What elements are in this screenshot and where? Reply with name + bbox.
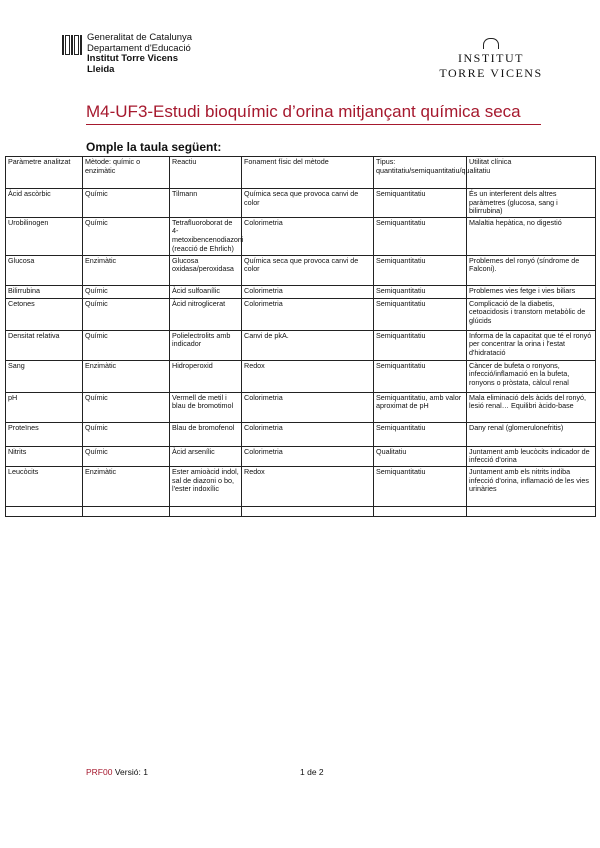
footer-code <box>86 767 148 777</box>
cell: Semiquantitatiu <box>374 422 467 446</box>
table-row <box>6 330 596 360</box>
cell: Problemes del ronyó (síndrome de Falconi). <box>467 255 596 285</box>
cell: Químic <box>83 189 170 218</box>
cell: Leucòcits <box>6 466 83 506</box>
cell: Semiquantitatiu <box>374 330 467 360</box>
cell: Colorimetria <box>242 422 374 446</box>
cell: Bilirrubina <box>6 285 83 298</box>
cell: Proteïnes <box>6 422 83 446</box>
table-row <box>6 217 596 255</box>
cell <box>170 506 242 516</box>
cell: Tilmann <box>170 189 242 218</box>
gen-line-1: Generalitat de Catalunya <box>87 32 193 43</box>
cell: Sang <box>6 360 83 392</box>
page-number: 1 de 2 <box>300 767 324 777</box>
table-row <box>6 506 596 516</box>
school-emblem-icon <box>483 38 499 49</box>
cell: Redox <box>242 360 374 392</box>
cell: Complicació de la diabetis, cetoacidosis i transtorn metabòlic de glúcids <box>467 298 596 330</box>
cell: Semiquantitatiu <box>374 217 467 255</box>
table-row <box>6 422 596 446</box>
gen-line-3: Institut Torre Vicens <box>87 53 178 64</box>
document-code: PRF00 <box>86 767 113 777</box>
generalitat-logo <box>62 33 192 75</box>
document-version: Versió: 1 <box>114 767 148 777</box>
cell: Semiquantitatiu <box>374 285 467 298</box>
table-row <box>6 285 596 298</box>
cell: Malaltia hepàtica, no digestió <box>467 217 596 255</box>
cell: Dany renal (glomerulonefritis) <box>467 422 596 446</box>
cell: Àcid sulfoanílic <box>170 285 242 298</box>
cell: Àcid ascòrbic <box>6 189 83 218</box>
table-row <box>6 360 596 392</box>
cell: Químic <box>83 392 170 422</box>
generalitat-emblem-icon <box>62 35 82 55</box>
cell: Glucosa oxidasa/peroxidasa <box>170 255 242 285</box>
header-metode: Mètode: químic o enzimàtic <box>83 157 170 189</box>
cell: Colorimetria <box>242 285 374 298</box>
header-reactiu: Reactiu <box>170 157 242 189</box>
cell: Àcid arsenílic <box>170 446 242 466</box>
institut-torre-vicens-logo <box>436 38 546 81</box>
cell: Mala eliminació dels àcids del ronyó, lesió renal… Equilibri àcido-base <box>467 392 596 422</box>
title-divider <box>86 124 541 125</box>
cell: Colorimetria <box>242 392 374 422</box>
cell <box>242 506 374 516</box>
gen-line-4: Lleida <box>87 63 115 75</box>
cell: Àcid nitroglicerat <box>170 298 242 330</box>
cell: Químic <box>83 298 170 330</box>
cell: Enzimàtic <box>83 255 170 285</box>
table-row <box>6 392 596 422</box>
table-row <box>6 255 596 285</box>
cell: Semiquantitatiu <box>374 466 467 506</box>
cell <box>467 506 596 516</box>
school-logo-line-1: INSTITUT <box>458 51 524 65</box>
cell: Enzimàtic <box>83 466 170 506</box>
cell: Tetrafluoroborat de 4-metoxibencenodiazoni (reacció de Ehrlich) <box>170 217 242 255</box>
cell: Químic <box>83 330 170 360</box>
cell: Densitat relativa <box>6 330 83 360</box>
cell: Semiquantitatiu <box>374 298 467 330</box>
biochemistry-table <box>5 156 596 517</box>
cell: Glucosa <box>6 255 83 285</box>
cell: Juntament amb leucòcits indicador de infecció d'orina <box>467 446 596 466</box>
instruction-heading: Omple la taula següent: <box>86 140 222 154</box>
cell: Semiquantitatiu <box>374 189 467 218</box>
cell: Urobilinogen <box>6 217 83 255</box>
page-title: M4-UF3-Estudi bioquímic d’orina mitjançant química seca <box>86 102 521 121</box>
cell: Polielectrolits amb indicador <box>170 330 242 360</box>
generalitat-text <box>87 33 192 75</box>
table-row <box>6 466 596 506</box>
cell: Colorimetria <box>242 446 374 466</box>
school-logo-line-2: TORRE VICENS <box>439 66 543 80</box>
table-row <box>6 298 596 330</box>
cell: Colorimetria <box>242 298 374 330</box>
cell: Semiquantitatiu <box>374 360 467 392</box>
cell: Colorimetria <box>242 217 374 255</box>
gen-line-2: Departament d'Educació <box>87 42 191 54</box>
cell: Hidroperoxid <box>170 360 242 392</box>
cell: Químic <box>83 422 170 446</box>
cell: Redox <box>242 466 374 506</box>
table-row <box>6 446 596 466</box>
cell: Semiquantitatiu <box>374 255 467 285</box>
cell: Vermell de metil i blau de bromotimol <box>170 392 242 422</box>
cell: Química seca que provoca canvi de color <box>242 189 374 218</box>
cell: Juntament amb els nitrits indiba infecció d'orina, inflamació de les vies urinàries <box>467 466 596 506</box>
header-parametre: Paràmetre analitzat <box>6 157 83 189</box>
cell: Càncer de bufeta o ronyons, infecció/inflamació en la bufeta, ronyons o pròstata, càlcul renal <box>467 360 596 392</box>
cell: Químic <box>83 285 170 298</box>
table-row <box>6 189 596 218</box>
header-utilitat: Utilitat clínica <box>467 157 596 189</box>
cell: És un interferent dels altres paràmetres (glucosa, sang i bilirrubina) <box>467 189 596 218</box>
cell: Semiquantitatiu, amb valor aproximat de pH <box>374 392 467 422</box>
cell: Canvi de pkA. <box>242 330 374 360</box>
cell: Química seca que provoca canvi de color <box>242 255 374 285</box>
cell: Químic <box>83 446 170 466</box>
cell: Ester amioàcid indol, sal de diazoni o bo, l'ester indoxílic <box>170 466 242 506</box>
cell: Cetones <box>6 298 83 330</box>
header-fonament: Fonament físic del mètode <box>242 157 374 189</box>
cell: Blau de bromofenol <box>170 422 242 446</box>
cell <box>83 506 170 516</box>
cell: Enzimàtic <box>83 360 170 392</box>
cell: Qualitatiu <box>374 446 467 466</box>
cell <box>6 506 83 516</box>
table-header-row <box>6 157 596 189</box>
cell <box>374 506 467 516</box>
cell: Químic <box>83 217 170 255</box>
cell: Informa de la capacitat que té el ronyó per concentrar la orina i l'estat d'hidratació <box>467 330 596 360</box>
cell: pH <box>6 392 83 422</box>
cell: Problemes vies fetge i vies biliars <box>467 285 596 298</box>
cell: Nitrits <box>6 446 83 466</box>
header-tipus: Tipus: quantitatiu/semiquantitatiu/qualitatiu <box>374 157 467 189</box>
